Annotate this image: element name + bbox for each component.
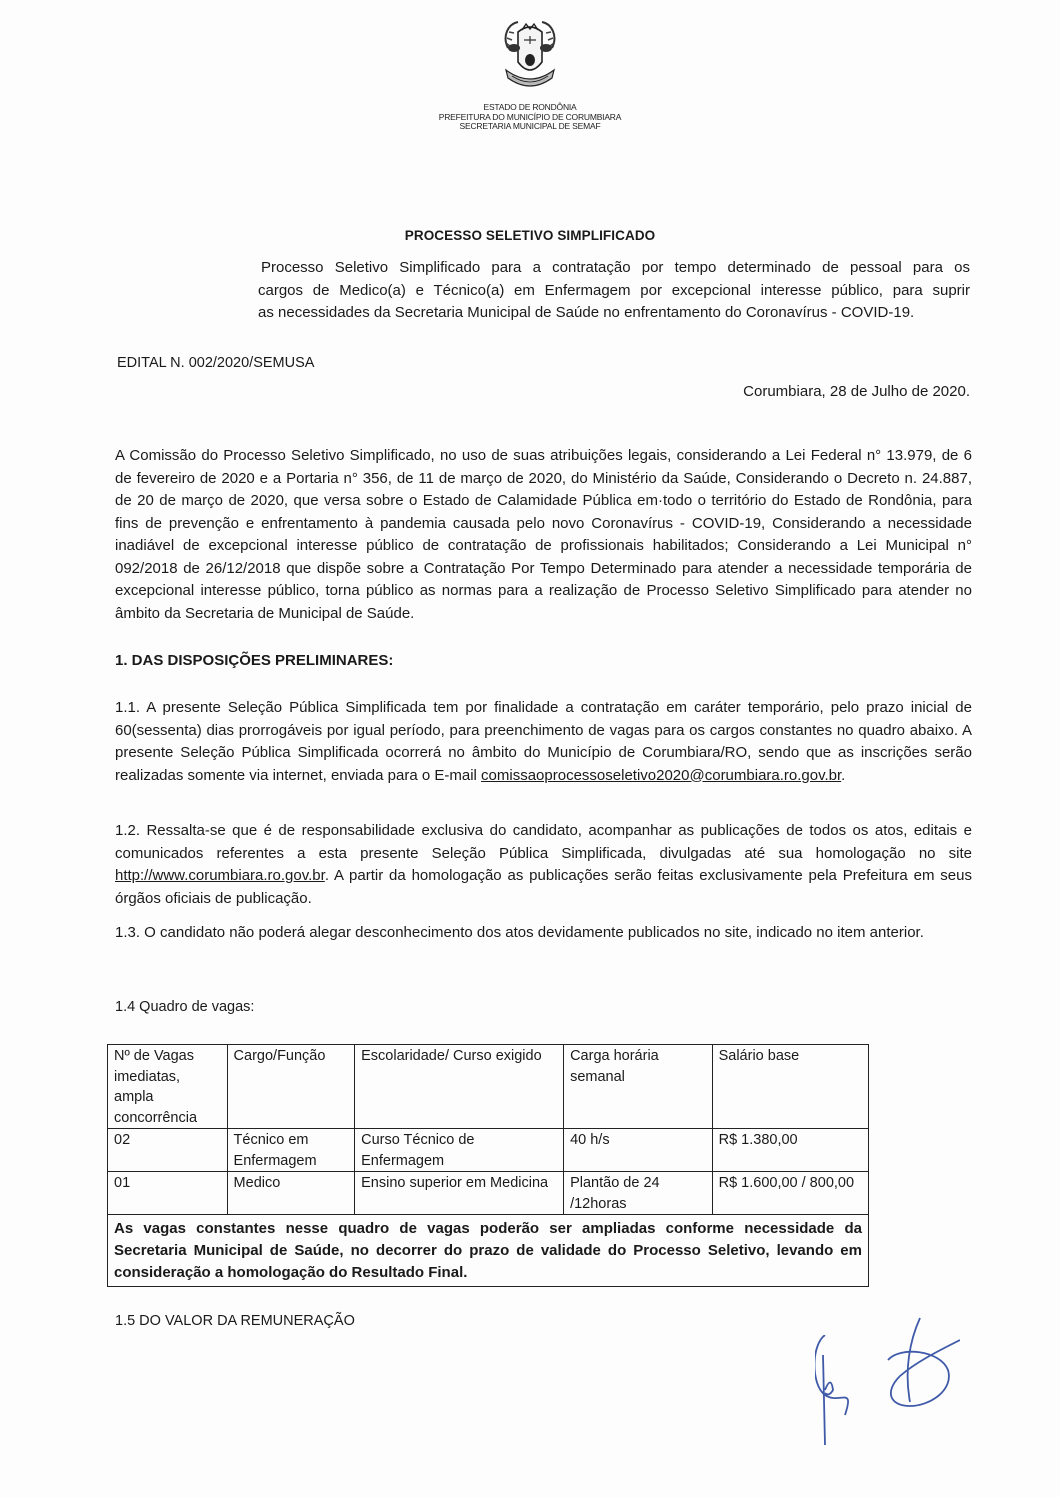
cell-salario: R$ 1.600,00 / 800,00 bbox=[712, 1172, 868, 1215]
cell-carga: 40 h/s bbox=[564, 1129, 713, 1172]
item-1-4-label: 1.4 Quadro de vagas: bbox=[115, 999, 255, 1015]
header-cell-cargo: Cargo/Função bbox=[227, 1045, 355, 1129]
item-1-1-text: 1.1. A presente Seleção Pública Simplificada tem por finalidade a contratação em caráter temporário, pelo prazo inicial de 60(sessenta) dias prorrogáveis por igual período, para preenchimento de vagas para os cargos constantes no quadro abaixo. A presente Seleção Pública Simplificada ocorrerá no âmbito do Município de Corumbiara/RO, sendo que as inscrições serão realizadas somente via internet, enviada para o E-mail bbox=[115, 699, 972, 784]
header-cell-salario: Salário base bbox=[712, 1045, 868, 1129]
table-row bbox=[108, 1172, 869, 1215]
document-title: PROCESSO SELETIVO SIMPLIFICADO bbox=[404, 228, 656, 243]
item-1-1-tail: . bbox=[841, 766, 846, 784]
abstract-line: Processo Seletivo Simplificado para a contratação por tempo determinado de pessoal para os bbox=[261, 259, 970, 276]
header-cell-carga: Carga horária semanal bbox=[564, 1045, 713, 1129]
cell-carga: Plantão de 24 /12horas bbox=[564, 1172, 713, 1215]
item-1-2-before: 1.2. Ressalta-se que é de responsabilidade exclusiva do candidato, acompanhar as publicações de todos os atos, editais e comunicados referentes a esta presente Seleção Pública Simplificada, divulgadas até sua homologação no site bbox=[115, 822, 972, 862]
table-note: As vagas constantes nesse quadro de vagas poderão ser ampliadas conforme necessidade da Secretaria Municipal de Saúde, no decorrer do prazo de validade do Processo Seletivo, levando em consideração a homologação do Resultado Final. bbox=[108, 1215, 869, 1287]
issuer-secretariat: SECRETARIA MUNICIPAL DE SEMAF bbox=[459, 121, 601, 131]
cell-vagas: 02 bbox=[108, 1129, 228, 1172]
edital-number: EDITAL N. 002/2020/SEMUSA bbox=[117, 355, 315, 371]
item-1-5-heading: 1.5 DO VALOR DA REMUNERAÇÃO bbox=[115, 1313, 355, 1329]
table-note-row bbox=[108, 1215, 869, 1287]
document-abstract bbox=[258, 257, 970, 325]
cell-escolaridade: Curso Técnico de Enfermagem bbox=[355, 1129, 564, 1172]
cell-escolaridade: Ensino superior em Medicina bbox=[355, 1172, 564, 1215]
table-header-row bbox=[108, 1045, 869, 1129]
abstract-line: as necessidades da Secretaria Municipal de Saúde no enfrentamento do Coronavírus - COVID-19. bbox=[258, 304, 915, 321]
item-1-2 bbox=[115, 820, 972, 910]
email-link[interactable]: comissaoprocessoseletivo2020@corumbiara.ro.gov.br bbox=[481, 766, 842, 784]
item-1-3: 1.3. O candidato não poderá alegar desconhecimento dos atos devidamente publicados no site, indicado no item anterior. bbox=[115, 924, 924, 941]
intro-paragraph: A Comissão do Processo Seletivo Simplificado, no uso de suas atribuições legais, considerando a Lei Federal n° 13.979, de 6 de fevereiro de 2020 e a Portaria n° 356, de 11 de março de 2020, do Ministério da Saúde, Considerando o Decreto n. 24.887, de 20 de março de 2020, que versa sobre o Estado de Calamidade Pública em·todo o território do Estado de Rondônia, para fins de prevenção e enfrentamento à pandemia causada pelo novo Coronavírus - COVID-19, Considerando a necessidade inadiável de excepcional interesse público de contratação de profissionais habilitados; Considerando a Lei Municipal n° 092/2018 de 26/12/2018 que dispõe sobre a Contratação Por Tempo Determinado para atender a necessidade temporária de excepcional interesse público, torna público as normas para a realização de Processo Seletivo Simplificado para atender no âmbito da Secretaria de Municipal de Saúde. bbox=[115, 447, 972, 622]
handwritten-initials-icon bbox=[880, 1310, 960, 1410]
table-row bbox=[108, 1129, 869, 1172]
vacancies-table bbox=[107, 1044, 869, 1287]
website-link[interactable]: http://www.corumbiara.ro.gov.br bbox=[115, 867, 325, 884]
handwritten-signature-icon bbox=[815, 1335, 865, 1445]
issuer-municipality: PREFEITURA DO MUNICÍPIO DE CORUMBIARA bbox=[438, 111, 622, 122]
item-1-1 bbox=[115, 697, 972, 787]
item-1-2-after: . A partir da homologação as publicações serão feitas exclusivamente pela Prefeitura em seus órgãos oficiais de publicação. bbox=[115, 867, 972, 907]
issuer-header bbox=[380, 103, 680, 132]
issuer-state: ESTADO DE RONDÔNIA bbox=[483, 102, 577, 112]
cell-cargo: Medico bbox=[227, 1172, 355, 1215]
cell-vagas: 01 bbox=[108, 1172, 228, 1215]
abstract-line: cargos de Medico(a) e Técnico(a) em Enfermagem por excepcional interesse público, para suprir bbox=[258, 281, 970, 299]
cell-salario: R$ 1.380,00 bbox=[712, 1129, 868, 1172]
section-heading: 1. DAS DISPOSIÇÕES PRELIMINARES: bbox=[115, 652, 394, 669]
municipal-coat-of-arms-icon bbox=[500, 18, 560, 96]
header-cell-vagas: Nº de Vagas imediatas, ampla concorrência bbox=[108, 1045, 228, 1129]
cell-cargo: Técnico em Enfermagem bbox=[227, 1129, 355, 1172]
header-cell-escolaridade: Escolaridade/ Curso exigido bbox=[355, 1045, 564, 1129]
place-and-date: Corumbiara, 28 de Julho de 2020. bbox=[743, 383, 970, 400]
